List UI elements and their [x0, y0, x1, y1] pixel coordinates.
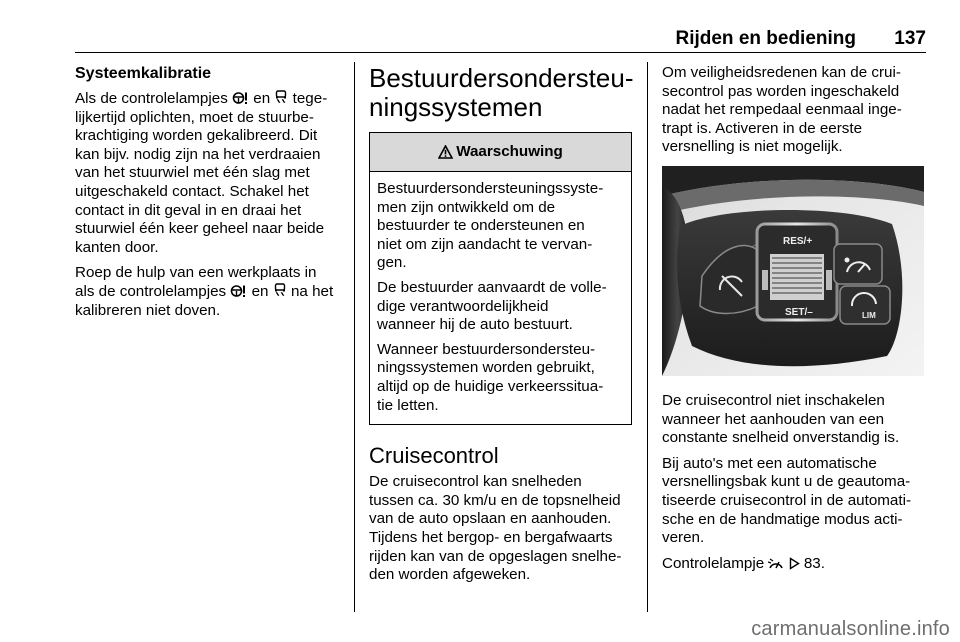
indicator-reference-paragraph: Controlelampje 83. [662, 554, 825, 572]
automatic-gearbox-paragraph: Bij auto's met een automatische versnellingsbak kunt u de geautoma- tiseerde cruisecontrol in de automati- sche en de handmatige modus acti- veren. [662, 454, 912, 547]
column-divider-1 [354, 62, 355, 612]
warning-box [369, 132, 632, 425]
watermark: carmanualsonline.info [751, 618, 950, 640]
cruisecontrol-paragraph: De cruisecontrol kan snelheden tussen ca. 30 km/u en de topsnelheid van de auto opslaan en aanhouden. Tijdens het bergop- en bergafwaarts rijden kan van de opgeslagen snelhe- den worden afgeweken. [369, 473, 622, 584]
warning-title: Waarschuwing [456, 142, 563, 160]
section-heading-bestuurdersondersteuning: Bestuurdersondersteu- ningssystemen [369, 63, 634, 122]
column-2 [369, 64, 632, 592]
workshop-paragraph: Roep de hulp van een werkplaats in als de controlelampjes en na het kalibreren niet doven. [75, 264, 334, 319]
warning-body [370, 172, 631, 424]
steering-wheel-illustration [662, 166, 924, 376]
safety-paragraph: Om veiligheidsredenen kan de crui- secontrol pas worden ingeschakeld nadat het rempedaal eenmaal inge- trapt is. Activeren in de eerste versnelling is niet mogelijk. [662, 64, 902, 156]
section-heading-cruisecontrol: Cruisecontrol [369, 443, 499, 469]
esc-skid-icon [273, 283, 287, 298]
steering-warning-icon [230, 284, 247, 298]
running-header-title: Rijden en bediening [675, 28, 856, 49]
set-button-label: SET/– [785, 307, 813, 318]
warning-header [370, 133, 631, 172]
warning-triangle-icon [438, 145, 453, 159]
page-reference-link[interactable]: 83. [803, 554, 825, 572]
resume-button-label: RES/+ [783, 236, 813, 247]
warning-paragraph-2: De bestuurder aanvaardt de volle- dige verantwoordelijkheid wanneer hij de auto bestuurt. [377, 278, 607, 334]
column-3 [662, 64, 926, 164]
page-number: 137 [894, 28, 926, 49]
cruise-control-indicator-icon [768, 556, 784, 570]
warning-paragraph-3: Wanneer bestuurdersondersteu- ningssystemen worden gebruikt, altijd op de huidige verkeerssitua- tie letten. [377, 340, 604, 414]
steering-warning-icon [232, 91, 249, 105]
limiter-button-label: LIM [862, 311, 876, 320]
calibration-paragraph: Als de controlelampjes en tege- lijkertijd oplichten, moet de stuurbe- krachtiging worden gekalibreerd. Dit kan bijv. nodig zijn na het verdraaien van het stuurwiel met één slag met uitgeschakeld contact. Schakel het contact in dit geval in en draai het stuurwiel één keer geheel naar beide kanten door. [75, 90, 328, 256]
warning-paragraph-1: Bestuurdersondersteuningssyste- men zijn ontwikkeld om de bestuurder te ondersteunen en niet om zijn aandacht te vervan- gen. [377, 180, 604, 272]
esc-skid-icon [274, 90, 288, 105]
page-reference-arrow-icon [789, 557, 800, 570]
section-heading-systeemkalibratie: Systeemkalibratie [75, 65, 212, 82]
header-rule [75, 52, 926, 53]
column-divider-2 [647, 62, 648, 612]
cruise-control-buttons-photo [662, 166, 924, 376]
column-3-continued [662, 392, 926, 580]
column-1 [75, 64, 345, 327]
cruise-warning-paragraph: De cruisecontrol niet inschakelen wanneer het aanhouden van een constante snelheid onverstandig is. [662, 392, 900, 447]
